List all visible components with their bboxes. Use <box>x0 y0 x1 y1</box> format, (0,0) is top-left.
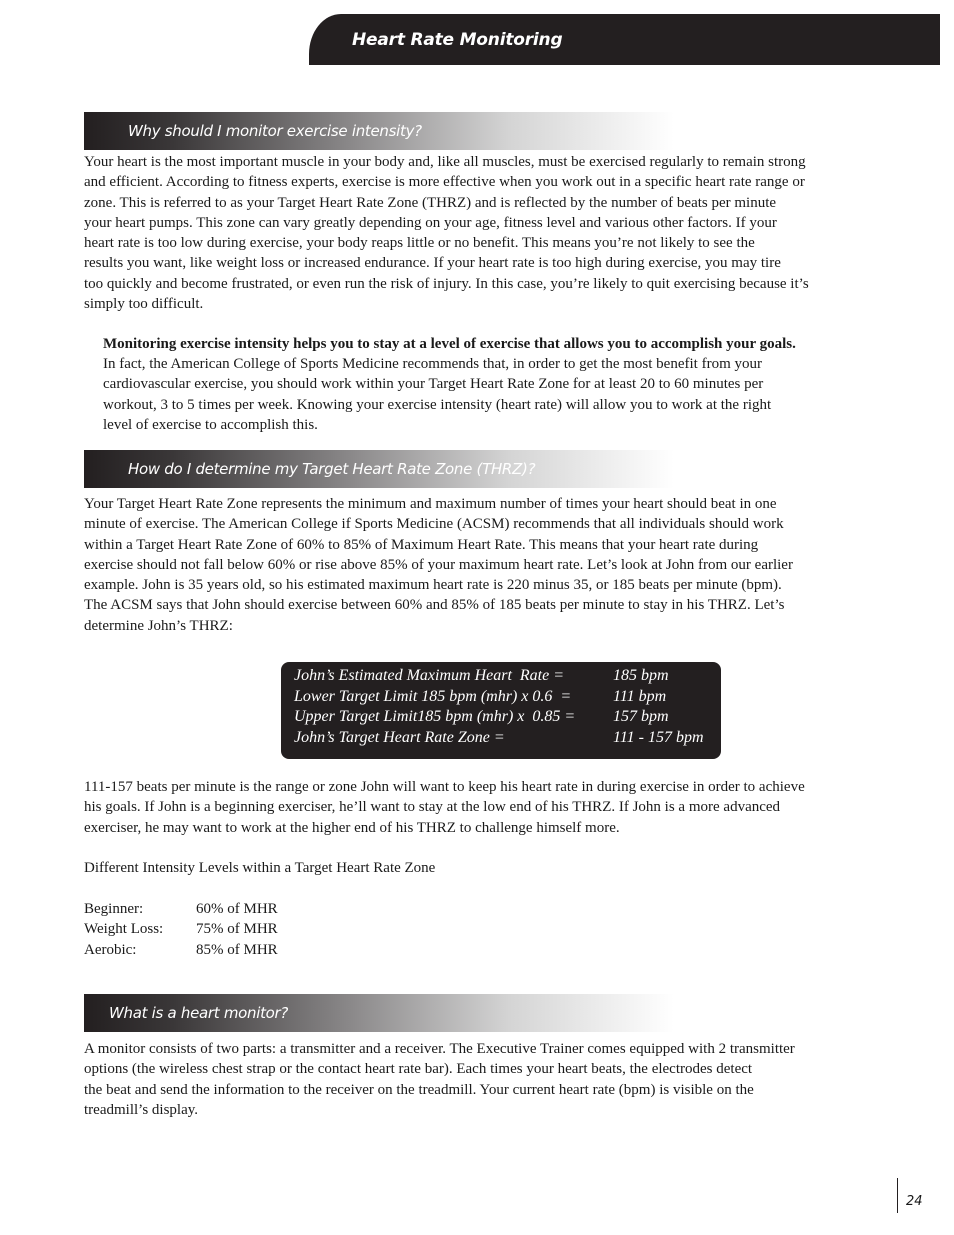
calc-label: John’s Estimated Maximum Heart Rate = <box>294 667 565 684</box>
calc-label: Upper Target Limit185 bpm (mhr) x 0.85 = <box>294 708 576 725</box>
section-header-determine-thrz <box>84 450 674 488</box>
calc-row <box>294 707 721 728</box>
monitoring-paragraph: In fact, the American College of Sports Medicine recommends that, in order to get the most benefit from your cardiovascular exercise, you should work within your Target Heart Rate Zone for at least 20 to 60 minutes per workout, 3 to 5 times per week. Knowing your exercise intensity (heart rate) will allow you to work at the right level of exercise to accomplish this. <box>103 356 772 433</box>
intensity-levels-heading: Different Intensity Levels within a Target Heart Rate Zone <box>84 860 436 876</box>
thrz-paragraph: Your Target Heart Rate Zone represents the minimum and maximum number of times your heart should beat in one minute of exercise. The American College if Sports Medicine (ACSM) recommends that all individuals should work within a Target Heart Rate Zone of 60% to 85% of Maximum Heart Rate. This means that your heart rate during exercise should not fall below 60% or rise above 85% of your maximum heart rate. Let’s look at John from our earlier example. John is 35 years old, so his estimated maximum heart rate is 220 minus 35, or 185 beats per minute (bpm). The ACSM says that John should exercise between 60% and 85% of 185 beats per minute to stay in his THRZ. Let’s determine John’s THRZ: <box>84 496 793 634</box>
section-title: Why should I monitor exercise intensity? <box>128 122 422 140</box>
list-item <box>84 899 278 919</box>
page-title: Heart Rate Monitoring <box>352 29 563 50</box>
calc-row <box>294 728 721 749</box>
intro-paragraph: Your heart is the most important muscle in your body and, like all muscles, must be exercised regularly to remain strong and efficient. According to fitness experts, exercise is more effective when you work out in a specific heart rate range or zone. This is referred to as your Target Heart Rate Zone (THRZ) and is reflected by the number of beats per minute your heart pumps. This zone can vary greatly depending on your age, fitness level and various other factors. If your heart rate is too low during exercise, your body reaps little or no benefit. This means you’re not likely to see the results you want, like weight loss or increased endurance. If your heart rate is too high during exercise, you may tire too quickly and become frustrated, or even run the risk of injury. In this case, you’re likely to quit exercising because it’s simply too difficult. <box>84 154 809 313</box>
list-item <box>84 919 278 939</box>
section-title: How do I determine my Target Heart Rate Zone (THRZ)? <box>128 460 536 478</box>
level-value: 75% of MHR <box>196 921 278 938</box>
level-value: 60% of MHR <box>196 901 278 917</box>
level-name: Beginner: <box>84 901 144 917</box>
section-header-heart-monitor <box>84 994 674 1032</box>
monitor-paragraph: A monitor consists of two parts: a transmitter and a receiver. The Executive Trainer comes equipped with 2 transmitter options (the wireless chest strap or the contact heart rate bar). Each times your heart beats, the electrodes detect the beat and send the information to the receiver on the treadmill. Your current heart rate (bpm) is visible on the treadmill’s display. <box>84 1041 795 1118</box>
calc-row <box>294 666 721 687</box>
level-name: Weight Loss: <box>84 921 164 938</box>
range-paragraph: 111-157 beats per minute is the range or zone John will want to keep his heart rate in during exercise in order to achieve his goals. If John is a beginning exerciser, he’ll want to stay at the low end of his THRZ. If John is a more advanced exerciser, he may want to work at the higher end of his THRZ to challenge himself more. <box>84 779 805 836</box>
level-name: Aerobic: <box>84 941 137 958</box>
thrz-calculation-box <box>281 662 721 759</box>
section-header-monitor-intensity <box>84 112 674 150</box>
list-item <box>84 940 278 960</box>
calc-row <box>294 687 721 708</box>
page-header-bar <box>309 14 940 65</box>
calc-label: John’s Target Heart Rate Zone = <box>294 728 505 746</box>
calc-value: 111 bpm <box>613 687 667 705</box>
calc-value: 111 - 157 bpm <box>613 728 704 746</box>
page-number-divider <box>897 1178 898 1213</box>
calc-value: 157 bpm <box>613 708 669 725</box>
level-value: 85% of MHR <box>196 941 278 958</box>
calc-label: Lower Target Limit 185 bpm (mhr) x 0.6 = <box>294 687 572 705</box>
intensity-levels-list <box>84 899 278 960</box>
section-title: What is a heart monitor? <box>109 1004 289 1022</box>
page-number: 24 <box>906 1194 923 1209</box>
monitoring-bold-statement: Monitoring exercise intensity helps you to stay at a level of exercise that allows you to accomplish your goals. <box>103 336 796 352</box>
calc-value: 185 bpm <box>613 667 669 684</box>
